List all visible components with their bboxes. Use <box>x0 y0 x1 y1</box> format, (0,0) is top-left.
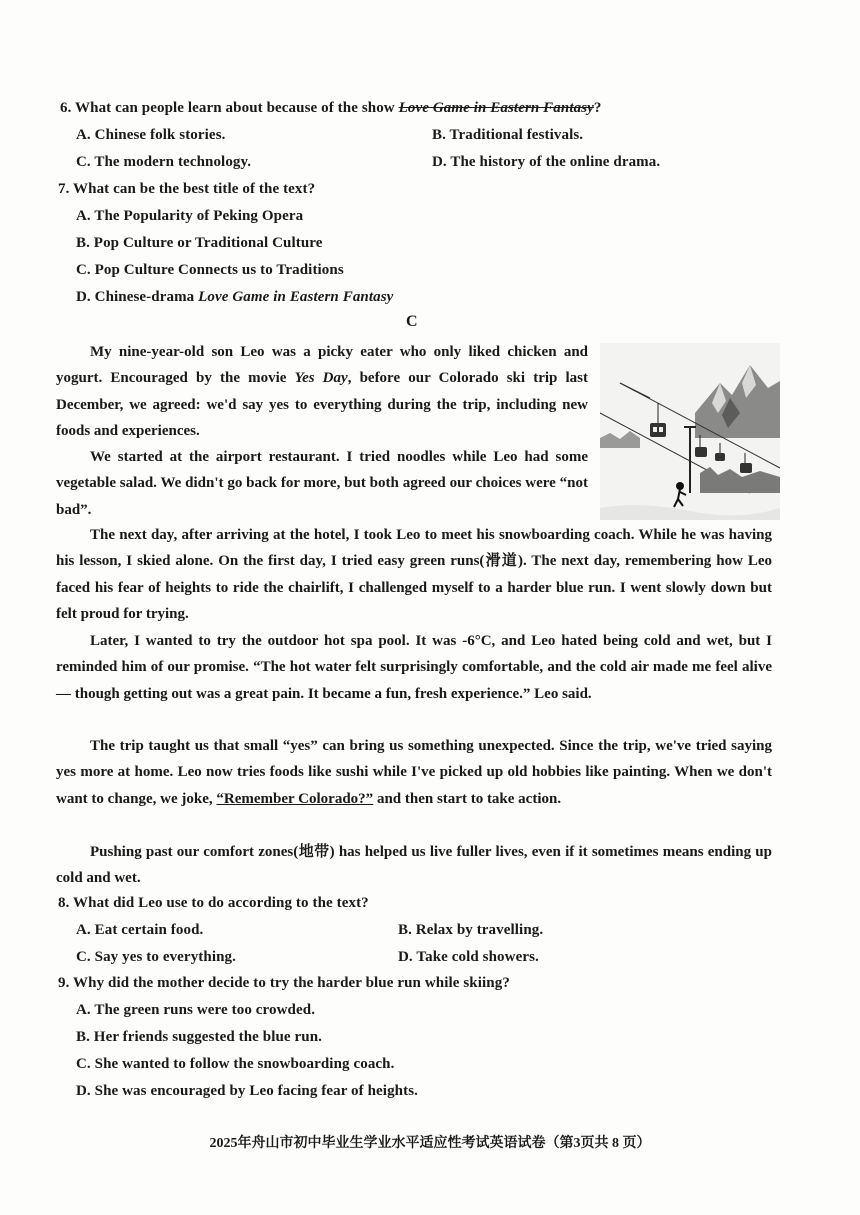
question-7-stem: 7. What can be the best title of the text? <box>58 181 316 197</box>
p1-text-a: My nine-year-old son Leo was a picky eater who only liked chicken and yogurt. Encouraged by the movie <box>56 344 588 387</box>
q7-option-c: C. Pop Culture Connects us to Traditions <box>76 262 344 278</box>
p4-text: Later, I wanted to try the outdoor hot spa pool. It was -6°C, and Leo hated being cold and wet, but I reminded him of our promise. “The hot water felt surprisingly comfortable, and the cold air made me feel alive — though getting out was a great pain. It became a fun, fresh experience.” Leo said. <box>56 633 772 702</box>
p2-text: We started at the airport restaurant. I tried noodles while Leo had some vegetable salad. We didn't go back for more, but both agreed our choices were “not bad”. <box>56 449 588 518</box>
q8-option-b: B. Relax by travelling. <box>398 922 544 938</box>
question-6-show-title: Love Game in Eastern Fantasy <box>398 100 594 116</box>
passage-paragraph-1 <box>56 339 588 444</box>
page-footer: 2025年舟山市初中毕业生学业水平适应性考试英语试卷（第3页共 8 页） <box>209 1136 651 1151</box>
passage-paragraph-3 <box>56 522 772 627</box>
q9-option-c: C. She wanted to follow the snowboarding coach. <box>76 1056 395 1072</box>
section-label: C <box>406 313 418 330</box>
q9-option-b: B. Her friends suggested the blue run. <box>76 1029 323 1045</box>
q8-option-a: A. Eat certain food. <box>76 922 204 938</box>
question-6-stem-end: ? <box>593 100 602 116</box>
p3-text: The next day, after arriving at the hotel, I took Leo to meet his snowboarding coach. While he was having his lesson, I skied alone. On the first day, I tried easy green runs(滑道). The next day, remembering how Leo faced his fear of heights to ride the chairlift, I challenged myself to a harder blue run. I went slowly down but felt proud for trying. <box>56 527 772 622</box>
passage-paragraph-2 <box>56 444 588 523</box>
underlined-quote: “Remember Colorado?” <box>216 790 374 807</box>
q9-option-d: D. She was encouraged by Leo facing fear of heights. <box>76 1083 418 1099</box>
q6-option-a: A. Chinese folk stories. <box>76 127 226 143</box>
question-6-stem: 6. What can people learn about because of the show <box>60 100 399 116</box>
p5-text-b: and then start to take action. <box>373 790 562 807</box>
q6-option-d: D. The history of the online drama. <box>432 154 661 170</box>
movie-title: Yes Day <box>294 370 348 387</box>
question-6 <box>60 100 602 117</box>
q7-option-d-title: Love Game in Eastern Fantasy <box>198 289 394 305</box>
ski-lift-illustration <box>600 343 780 520</box>
p6-text: Pushing past our comfort zones(地带) has helped us live fuller lives, even if it sometimes means ending up cold and wet. <box>56 844 772 887</box>
question-8-stem: 8. What did Leo use to do according to the text? <box>58 895 369 911</box>
passage-paragraph-4 <box>56 628 772 707</box>
passage-paragraph-5 <box>56 733 772 812</box>
passage-paragraph-6 <box>56 839 772 892</box>
p1-text-b: , before our Colorado ski trip last December, we agreed: we'd say yes to everything during the trip, including new foods and experiences. <box>56 370 588 439</box>
p5-text-a: The trip taught us that small “yes” can bring us something unexpected. Since the trip, we've tried saying yes more at home. Leo now tries foods like sushi while I've picked up old hobbies like painting. When we don't want to change, we joke, <box>56 738 772 807</box>
ski-lift-image <box>600 343 780 520</box>
q6-option-c: C. The modern technology. <box>76 154 252 170</box>
q8-option-c: C. Say yes to everything. <box>76 949 236 965</box>
q6-option-b: B. Traditional festivals. <box>432 127 584 143</box>
question-9-stem: 9. Why did the mother decide to try the harder blue run while skiing? <box>58 975 510 991</box>
q7-option-d-prefix: D. Chinese-drama <box>76 289 199 305</box>
q9-option-a: A. The green runs were too crowded. <box>76 1002 316 1018</box>
q7-option-b: B. Pop Culture or Traditional Culture <box>76 235 323 251</box>
q7-option-a: A. The Popularity of Peking Opera <box>76 208 304 224</box>
q8-option-d: D. Take cold showers. <box>398 949 539 965</box>
q7-option-d <box>76 289 393 306</box>
